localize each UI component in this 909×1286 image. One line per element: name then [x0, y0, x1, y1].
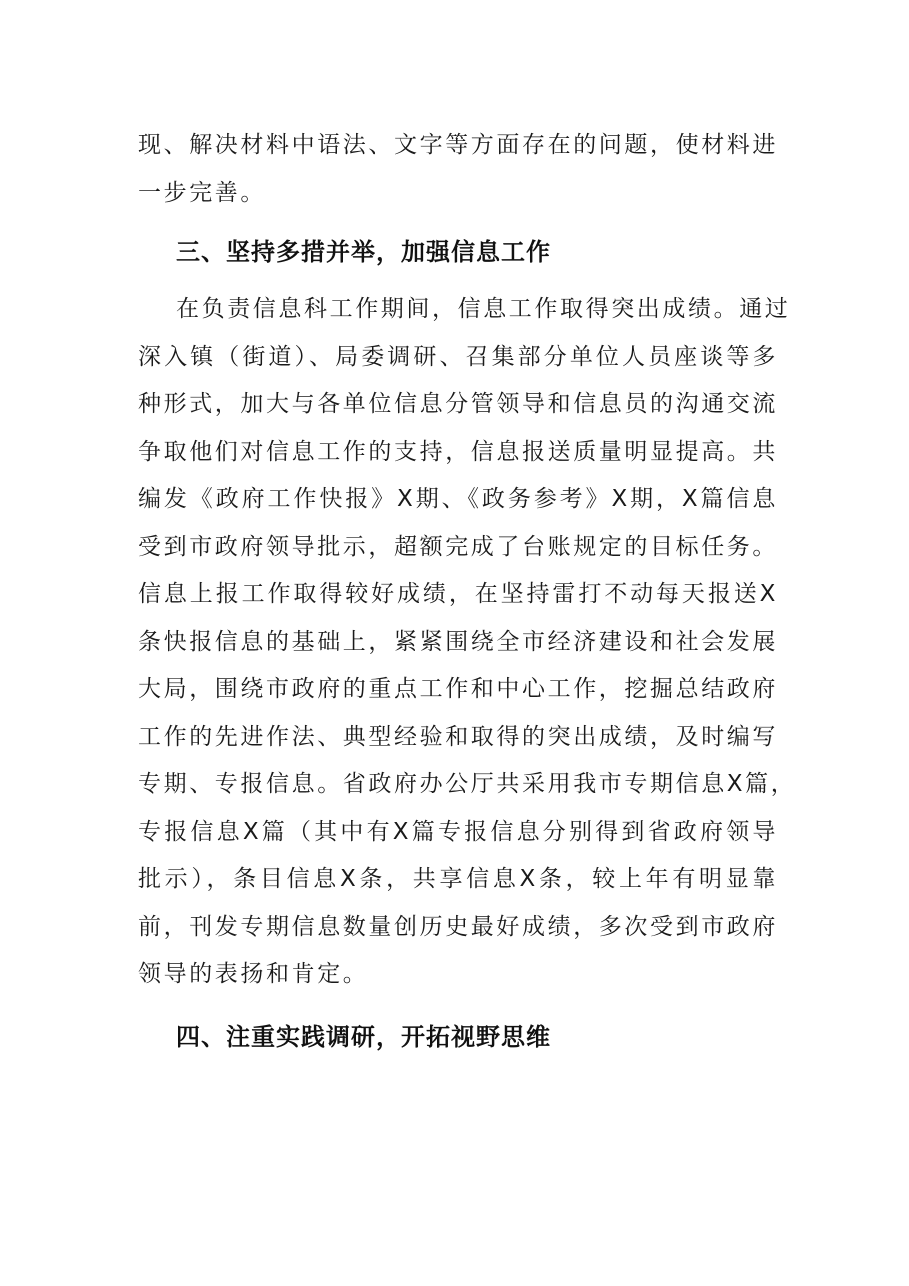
- paragraph-line: 信息上报工作取得较好成绩，在坚持雷打不动每天报送X: [138, 581, 778, 607]
- paragraph-line: 专报信息X篇（其中有X篇专报信息分别得到省政府领导: [138, 818, 778, 845]
- paragraph-line: 领导的表扬和肯定。: [138, 961, 369, 987]
- paragraph-line: 种形式，加大与各单位信息分管领导和信息员的沟通交流: [138, 391, 778, 417]
- paragraph-line: 大局，围绕市政府的重点工作和中心工作，挖掘总结政府: [138, 676, 778, 702]
- paragraph-line: 编发《政府工作快报》X期、《政务参考》X期，X篇信息: [138, 486, 778, 512]
- paragraph-line: 专期、专报信息。省政府办公厅共采用我市专期信息X篇，: [138, 771, 797, 797]
- paragraph-line: 工作的先进作法、典型经验和取得的突出成绩，及时编写: [138, 723, 778, 750]
- paragraph-line: 争取他们对信息工作的支持，信息报送质量明显提高。共: [138, 438, 778, 465]
- paragraph-line: 在负责信息科工作期间，信息工作取得突出成绩。通过: [176, 296, 791, 322]
- paragraph-line: 深入镇（街道）、局委调研、召集部分单位人员座谈等多: [138, 343, 778, 370]
- section-heading-4: 四、注重实践调研，开拓视野思维: [176, 1023, 551, 1051]
- section-heading-3: 三、坚持多措并举，加强信息工作: [176, 238, 551, 266]
- section-3-paragraph: [138, 286, 797, 999]
- paragraph-line: 条快报信息的基础上，紧紧围绕全市经济建设和社会发展: [138, 628, 778, 655]
- paragraph-line: 批示），条目信息X条，共享信息X条，较上年有明显靠: [138, 866, 778, 892]
- paragraph-line: 受到市政府领导批示，超额完成了台账规定的目标任务。: [138, 533, 778, 560]
- paragraph-line: 前，刊发专期信息数量创历史最好成绩，多次受到市政府: [138, 913, 778, 940]
- paragraph-line: 一步完善。: [138, 179, 266, 206]
- paragraph-continued: [138, 122, 778, 217]
- paragraph-line: 现、解决材料中语法、文字等方面存在的问题，使材料进: [138, 132, 778, 158]
